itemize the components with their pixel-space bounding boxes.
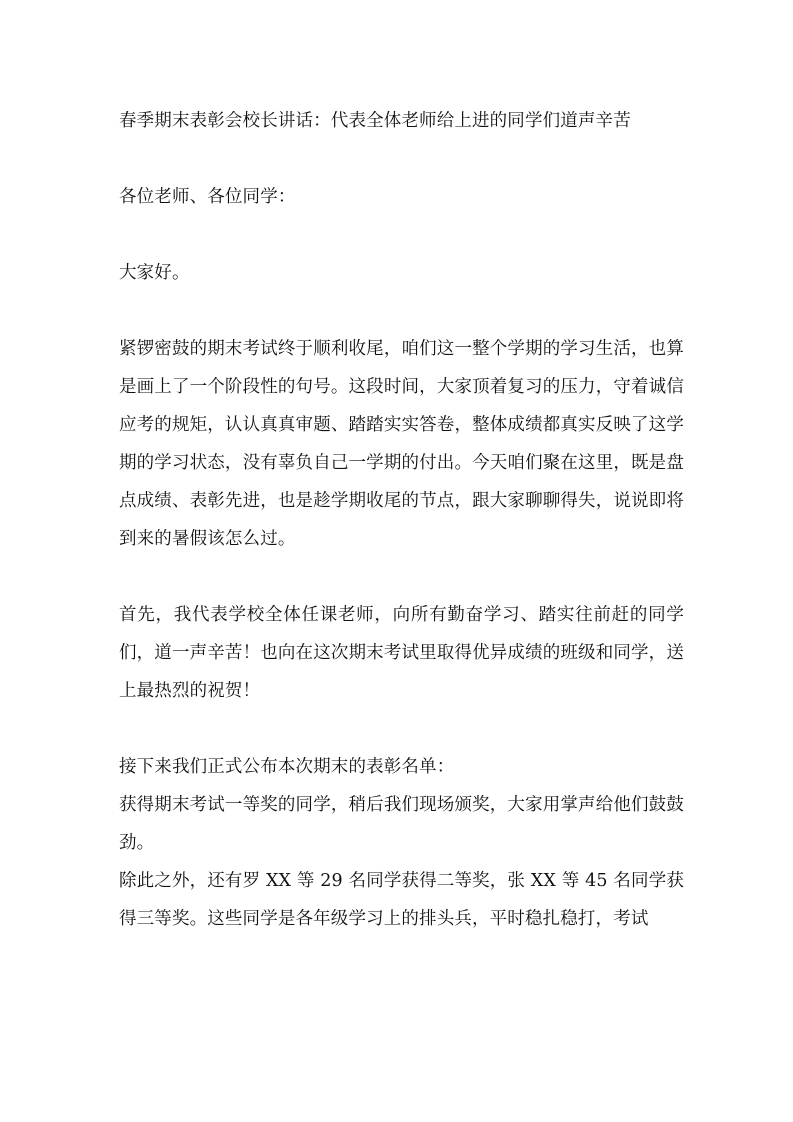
document-title: 春季期末表彰会校长讲话：代表全体老师给上进的同学们道声辛苦 [119, 111, 631, 131]
award-other-prizes: 除此之外，还有罗 XX 等 29 名同学获得二等奖，张 XX 等 45 名同学获得三等奖。这些同学是各年级学习上的排头兵，平时稳扎稳打，考试 [119, 871, 684, 929]
paragraph-intro: 紧锣密鼓的期末考试终于顺利收尾，咱们这一整个学期的学习生活，也算是画上了一个阶段性的句号。这段时间，大家顶着复习的压力，守着诚信应考的规矩，认认真真审题、踏踏实实答卷，整体成绩都真实反映了这学期的学习状态，没有辜负自己一学期的付出。今天咱们聚在这里，既是盘点成绩、表彰先进，也是趁学期收尾的节点，跟大家聊聊得失，说说即将到来的暑假该怎么过。 [119, 339, 684, 549]
salutation: 各位老师、各位同学： [119, 187, 296, 207]
document-body [119, 102, 684, 938]
award-first-prize: 获得期末考试一等奖的同学，稍后我们现场颁奖，大家用掌声给他们鼓鼓劲。 [119, 795, 684, 853]
greeting: 大家好。 [119, 263, 190, 283]
paragraph-thanks: 首先，我代表学校全体任课老师，向所有勤奋学习、踏实往前赶的同学们，道一声辛苦！也向在这次期末考试里取得优异成绩的班级和同学，送上最热烈的祝贺！ [119, 605, 684, 701]
award-list-intro: 接下来我们正式公布本次期末的表彰名单： [119, 757, 455, 777]
